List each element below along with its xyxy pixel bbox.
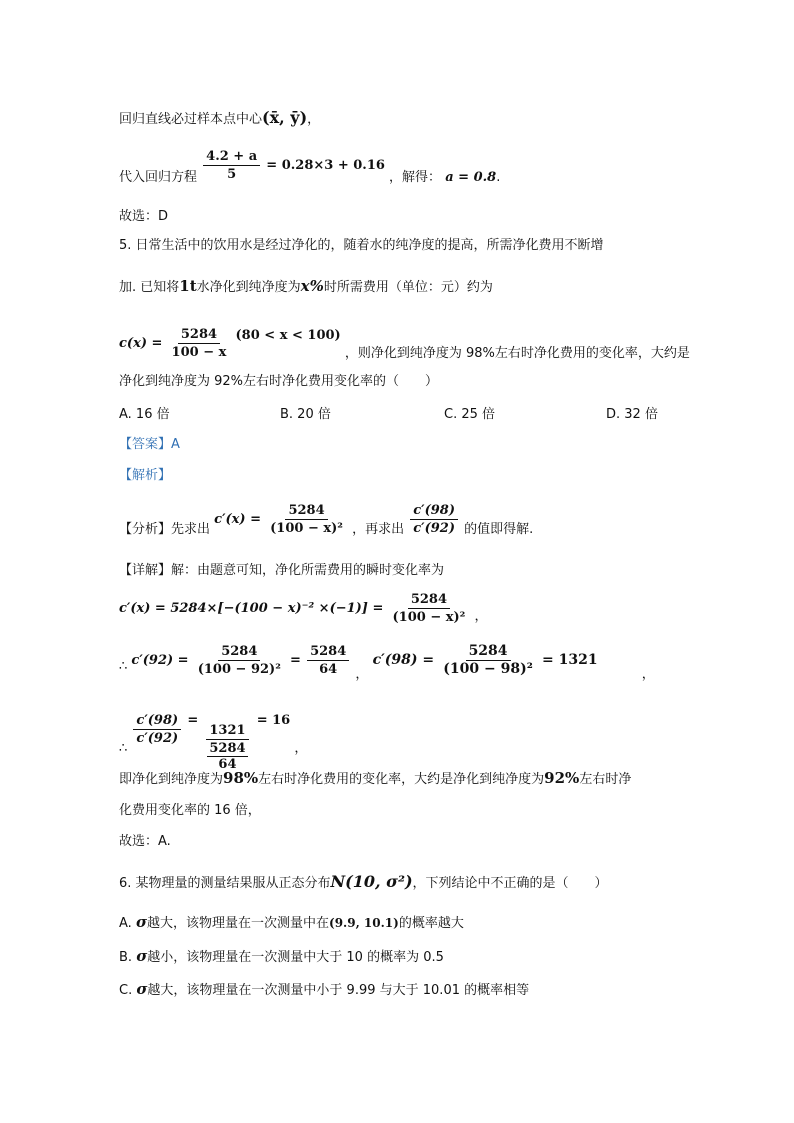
math-c92: c′(92) = <box>131 653 189 668</box>
derivative-line <box>119 590 488 636</box>
math-fraction <box>390 592 469 625</box>
fraction-denominator: 5 <box>227 167 237 182</box>
evaluation-line <box>119 640 655 695</box>
text: 越大，该物理量在一次测量中在 <box>147 916 330 931</box>
analysis-label: 【解析】 <box>119 468 172 483</box>
math-result: a = 0.8 <box>445 170 497 185</box>
math-result: = 16 <box>256 713 291 728</box>
fraction-denominator: (100 − x)² <box>270 521 343 536</box>
math-fraction <box>307 644 349 677</box>
conclusion-choice-a: 故选：A. <box>119 834 171 849</box>
text: ，再求出 <box>352 522 405 537</box>
fraction-numerator: c′(98) <box>410 503 458 520</box>
option-letter: C. <box>119 983 133 998</box>
inner-numerator: 5284 <box>209 741 246 756</box>
text: 越小，该物理量在一次测量中大于 10 的概率为 0.5 <box>147 950 444 965</box>
fraction-denominator: 100 − x <box>171 345 227 360</box>
fraction-numerator: 5284 <box>285 503 327 520</box>
fraction-numerator: 4.2 + a <box>203 149 260 166</box>
text: . <box>496 170 501 185</box>
option-b: B. 20 倍 <box>280 407 331 422</box>
math-fraction-ratio <box>410 503 458 536</box>
question-5-line-2 <box>119 276 493 298</box>
detail-text: 【详解】解：由题意可知，净化所需费用的瞬时变化率为 <box>119 563 445 578</box>
fraction-numerator: 5284 <box>408 592 450 609</box>
detail-line <box>119 561 444 581</box>
option-c: C. 25 倍 <box>444 407 496 422</box>
text: 左右时净化费用的变化率，大约是净化到纯净度为 <box>258 772 545 787</box>
conclusion-line-1 <box>119 768 631 790</box>
math-complex-fraction <box>204 723 250 772</box>
question-5-line-4: 净化到纯净度为 92%左右时净化费用变化率的（ ） <box>119 374 439 389</box>
text: 加. 已知将 <box>119 280 180 295</box>
text: 的概率越大 <box>398 916 464 931</box>
conclusion-line-2: 化费用变化率的 16 倍， <box>119 803 261 818</box>
ratio-line <box>119 694 307 776</box>
math-fraction <box>267 503 346 536</box>
fraction-denominator: (100 − x)² <box>392 610 466 625</box>
text: 代入回归方程 <box>119 170 198 185</box>
math-rhs: = 0.28×3 + 0.16 <box>266 158 385 173</box>
fraction-numerator: 5284 <box>178 327 220 344</box>
math-c98: c′(98) = <box>372 652 435 668</box>
math-fraction <box>440 644 536 677</box>
option-a: A. 16 倍 <box>119 407 170 422</box>
text: 越大，该物理量在一次测量中小于 9.99 与大于 10.01 的概率相等 <box>147 983 530 998</box>
text: ， <box>641 667 655 682</box>
math-fraction <box>195 644 284 677</box>
text: 水净化到纯净度为 <box>196 280 301 295</box>
math-normal-distribution: N(10, σ²) <box>330 872 413 891</box>
math-derivative: c′(x) = <box>214 512 261 527</box>
math-fraction <box>203 149 260 182</box>
math-center-point: (x̄, ȳ) <box>262 108 308 127</box>
text: ， <box>355 667 369 682</box>
fraction-denominator: c′(92) <box>413 521 455 536</box>
question-5-formula-line <box>119 318 690 372</box>
math-92-percent: 92% <box>544 769 580 787</box>
text: ，解得： <box>389 170 442 185</box>
text: ，则净化到纯净度为 98%左右时净化费用的变化率，大约是 <box>344 346 690 361</box>
math-c-x: c(x) = <box>119 336 163 351</box>
math-interval: (9.9, 10.1) <box>329 916 399 930</box>
fraction-denominator: (100 − 92)² <box>197 662 281 677</box>
fraction-numerator: 1321 <box>206 723 248 740</box>
text: 的值即得解. <box>464 522 534 537</box>
text-line-regression <box>119 147 500 197</box>
math-sigma: σ <box>136 980 148 998</box>
option-letter: A. <box>119 916 132 931</box>
text: 回归直线必过样本点中心 <box>119 112 263 127</box>
math-sigma: σ <box>136 947 148 965</box>
math-result: = 1321 <box>541 652 598 668</box>
math-98-percent: 98% <box>223 769 259 787</box>
text: 即净化到纯净度为 <box>119 772 224 787</box>
option-letter: B. <box>119 950 133 965</box>
math-fraction <box>169 327 230 360</box>
text: ， <box>474 609 488 624</box>
text: ， <box>307 112 321 127</box>
text: 6. 某物理量的测量结果服从正态分布 <box>119 876 331 891</box>
math-fraction-ratio <box>133 713 181 746</box>
fraction-numerator: 5284 <box>466 644 511 661</box>
option-d: D. 32 倍 <box>606 407 658 422</box>
therefore-symbol: ∴ <box>119 741 128 756</box>
fraction-numerator: 5284 <box>307 644 349 661</box>
fraction-denominator: (100 − 98)² <box>443 661 533 677</box>
question-5-options <box>119 405 679 425</box>
math-equals: = <box>187 713 199 728</box>
therefore-symbol: ∴ <box>119 659 128 674</box>
text-line-center-point <box>119 108 320 130</box>
analysis-line <box>119 500 533 550</box>
fraction-denominator: c′(92) <box>136 731 179 746</box>
text: ， <box>294 741 308 756</box>
question-6-option-c <box>119 979 529 1001</box>
question-5-line-1: 5. 日常生活中的饮用水是经过净化的，随着水的纯净度的提高，所需净化费用不断增 <box>119 238 604 253</box>
text: ，下列结论中不正确的是（ ） <box>412 876 608 891</box>
question-6-option-a <box>119 912 464 934</box>
inner-denominator: 64 <box>218 757 237 772</box>
text: 左右时净 <box>579 772 632 787</box>
math-domain: (80 < x < 100) <box>235 328 341 343</box>
math-x-percent: x% <box>300 277 324 295</box>
math-derivative-expansion: c′(x) = 5284×[−(100 − x)⁻² ×(−1)] = <box>119 601 384 616</box>
question-6-option-b <box>119 946 444 968</box>
math-sigma: σ <box>135 913 147 931</box>
text: 【分析】先求出 <box>119 522 211 537</box>
text: 时所需费用（单位：元）约为 <box>323 280 493 295</box>
fraction-numerator: 5284 <box>218 644 260 661</box>
text-line-choice-d: 故选：D <box>119 209 169 224</box>
fraction-numerator: c′(98) <box>133 713 181 730</box>
math-equals: = <box>290 653 301 668</box>
math-1t: 1t <box>179 277 197 295</box>
question-6-line-1 <box>119 872 608 894</box>
answer-label: 【答案】A <box>119 437 180 452</box>
fraction-denominator: 64 <box>319 662 338 677</box>
